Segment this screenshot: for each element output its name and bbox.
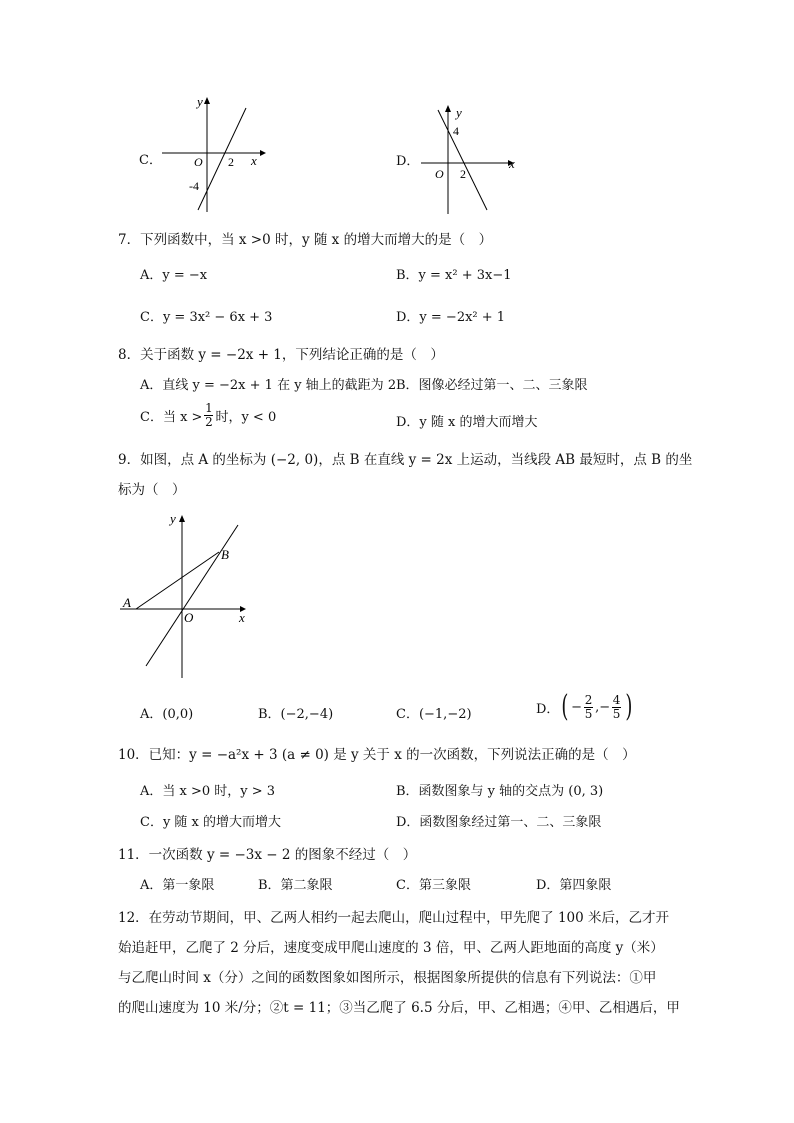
q8-option-b[interactable]: B．图像必经过第一、二、三象限 bbox=[396, 378, 588, 393]
q6-option-c-graph bbox=[158, 92, 268, 217]
q8-option-c-prefix: C．当 x > bbox=[140, 410, 203, 425]
fraction-denominator: 5 bbox=[612, 706, 621, 721]
graph-d-x-intercept: 2 bbox=[460, 167, 466, 181]
q9-graph-y-label: y bbox=[170, 511, 176, 526]
q9-stem-line2: 标为（ ） bbox=[118, 482, 186, 498]
q12-line1: 12．在劳动节期间，甲、乙两人相约一起去爬山，爬山过程中，甲先爬了 100 米后，乙才开 bbox=[118, 910, 670, 926]
q7-option-a[interactable]: A．y = −x bbox=[140, 268, 208, 283]
q12-line4: 的爬山速度为 10 米/分；②t = 11；③当乙爬了 6.5 分后，甲、乙相遇；④甲、乙相遇后，甲 bbox=[118, 1000, 680, 1016]
graph-d-y-label: y bbox=[456, 105, 462, 120]
q8-stem: 8．关于函数 y = −2x + 1，下列结论正确的是（ ） bbox=[118, 347, 444, 363]
q9-graph-point-b-label: B bbox=[221, 547, 229, 562]
graph-c-y-label: y bbox=[197, 94, 203, 109]
q11-option-d[interactable]: D．第四象限 bbox=[536, 878, 612, 893]
fraction-denominator: 2 bbox=[205, 415, 213, 429]
q7-option-d[interactable]: D．y = −2x² + 1 bbox=[396, 310, 506, 325]
graph-c-x-intercept: 2 bbox=[228, 155, 234, 169]
q10-option-b[interactable]: B．函数图象与 y 轴的交点为 (0, 3) bbox=[396, 784, 604, 799]
q8-option-c-fraction bbox=[204, 402, 213, 429]
q12-line2: 始追赶甲，乙爬了 2 分后，速度变成甲爬山速度的 3 倍，甲、乙两人距地面的高度 y（米） bbox=[118, 940, 664, 956]
q9-graph bbox=[118, 506, 258, 684]
q8-option-c-suffix: 时，y < 0 bbox=[215, 410, 277, 425]
q8-option-a[interactable]: A．直线 y = −2x + 1 在 y 轴上的截距为 2 bbox=[140, 378, 397, 393]
q10-option-d[interactable]: D．函数图象经过第一、二、三象限 bbox=[396, 815, 602, 830]
q8-option-d[interactable]: D．y 随 x 的增大而增大 bbox=[396, 415, 538, 430]
minus-sign: − bbox=[571, 699, 583, 715]
q11-stem: 11．一次函数 y = −3x − 2 的图象不经过（ ） bbox=[118, 847, 417, 863]
q9-option-d-fraction-1 bbox=[584, 694, 593, 721]
q10-option-a[interactable]: A．当 x >0 时，y > 3 bbox=[140, 784, 276, 799]
graph-c-y-intercept: -4 bbox=[189, 179, 199, 193]
q9-graph-origin-label: O bbox=[184, 610, 194, 625]
q10-stem: 10．已知：y = −a²x + 3 (a ≠ 0) 是 y 关于 x 的一次函数，下列说法正确的是（ ） bbox=[118, 747, 636, 763]
fraction-numerator: 1 bbox=[205, 401, 213, 415]
q8-option-c[interactable] bbox=[140, 402, 276, 429]
q7-option-b[interactable]: B．y = x² + 3x−1 bbox=[396, 268, 512, 283]
q9-option-c[interactable]: C．(−1,−2) bbox=[396, 707, 472, 722]
q11-option-c[interactable]: C．第三象限 bbox=[396, 878, 471, 893]
q9-graph-x-label: x bbox=[239, 610, 245, 625]
graph-c-origin-label: O bbox=[194, 155, 203, 169]
fraction-numerator: 2 bbox=[584, 692, 593, 707]
comma: ,− bbox=[595, 699, 611, 715]
q9-option-b[interactable]: B．(−2,−4) bbox=[258, 707, 334, 722]
q6-option-c-label[interactable]: C． bbox=[139, 153, 162, 168]
graph-c-x-label: x bbox=[251, 153, 257, 168]
left-paren: ( bbox=[561, 689, 569, 724]
q7-option-c[interactable]: C．y = 3x² − 6x + 3 bbox=[140, 310, 273, 325]
q9-stem-line1: 9．如图，点 A 的坐标为 (−2, 0)，点 B 在直线 y = 2x 上运动，当线段 AB 最短时，点 B 的坐 bbox=[118, 452, 693, 468]
q11-option-a[interactable]: A．第一象限 bbox=[140, 878, 215, 893]
q6-option-d-graph bbox=[418, 100, 523, 220]
q9-option-d-prefix: D． bbox=[536, 701, 560, 717]
q9-option-a[interactable]: A．(0,0) bbox=[140, 707, 194, 722]
q9-graph-point-a-label: A bbox=[123, 595, 131, 610]
fraction-numerator: 4 bbox=[612, 692, 621, 707]
q7-stem: 7．下列函数中，当 x >0 时，y 随 x 的增大而增大的是（ ） bbox=[118, 232, 493, 248]
q12-line3: 与乙爬山时间 x（分）之间的函数图象如图所示，根据图象所提供的信息有下列说法：①甲 bbox=[118, 970, 657, 986]
graph-d-origin-label: O bbox=[435, 167, 444, 181]
right-paren: ) bbox=[625, 689, 633, 724]
q11-option-b[interactable]: B．第二象限 bbox=[258, 878, 333, 893]
fraction-denominator: 5 bbox=[584, 706, 593, 721]
q9-option-d[interactable] bbox=[536, 689, 635, 724]
graph-d-x-label: x bbox=[509, 156, 515, 171]
q6-option-d-label[interactable]: D． bbox=[396, 154, 420, 169]
q10-option-c[interactable]: C．y 随 x 的增大而增大 bbox=[140, 815, 282, 830]
graph-d-y-intercept: 4 bbox=[453, 124, 459, 138]
q9-option-d-fraction-2 bbox=[612, 694, 621, 721]
